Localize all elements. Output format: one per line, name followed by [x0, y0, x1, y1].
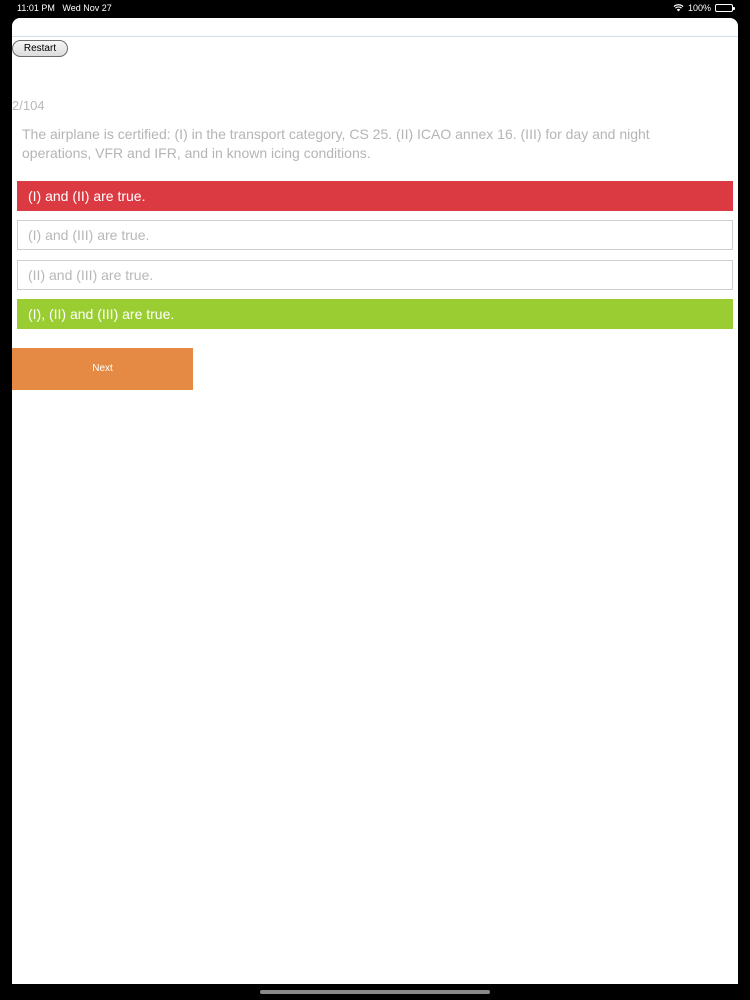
battery-percent: 100% [687, 3, 711, 13]
status-right [673, 3, 733, 13]
status-bar [0, 0, 750, 16]
app-screen [12, 18, 738, 984]
home-indicator[interactable] [260, 990, 490, 994]
answer-option-4[interactable]: (I), (II) and (III) are true. [17, 299, 733, 329]
answer-option-1[interactable]: (I) and (II) are true. [17, 181, 733, 211]
time-text: 11:01 PM [17, 3, 55, 13]
next-button[interactable]: Next [12, 348, 193, 390]
answer-option-3[interactable]: (II) and (III) are true. [17, 260, 733, 290]
answer-option-2[interactable]: (I) and (III) are true. [17, 220, 733, 250]
date-text: Wed Nov 27 [62, 3, 112, 13]
divider [12, 36, 738, 37]
battery-icon [715, 4, 733, 12]
question-progress: 2/104 [12, 98, 45, 113]
wifi-icon [673, 4, 684, 12]
status-time [17, 3, 112, 13]
restart-button[interactable]: Restart [12, 40, 68, 57]
question-text: The airplane is certified: (I) in the transport category, CS 25. (II) ICAO annex 16. (III) for day and night operations, VFR and IFR, and in known icing conditions. [22, 126, 650, 161]
